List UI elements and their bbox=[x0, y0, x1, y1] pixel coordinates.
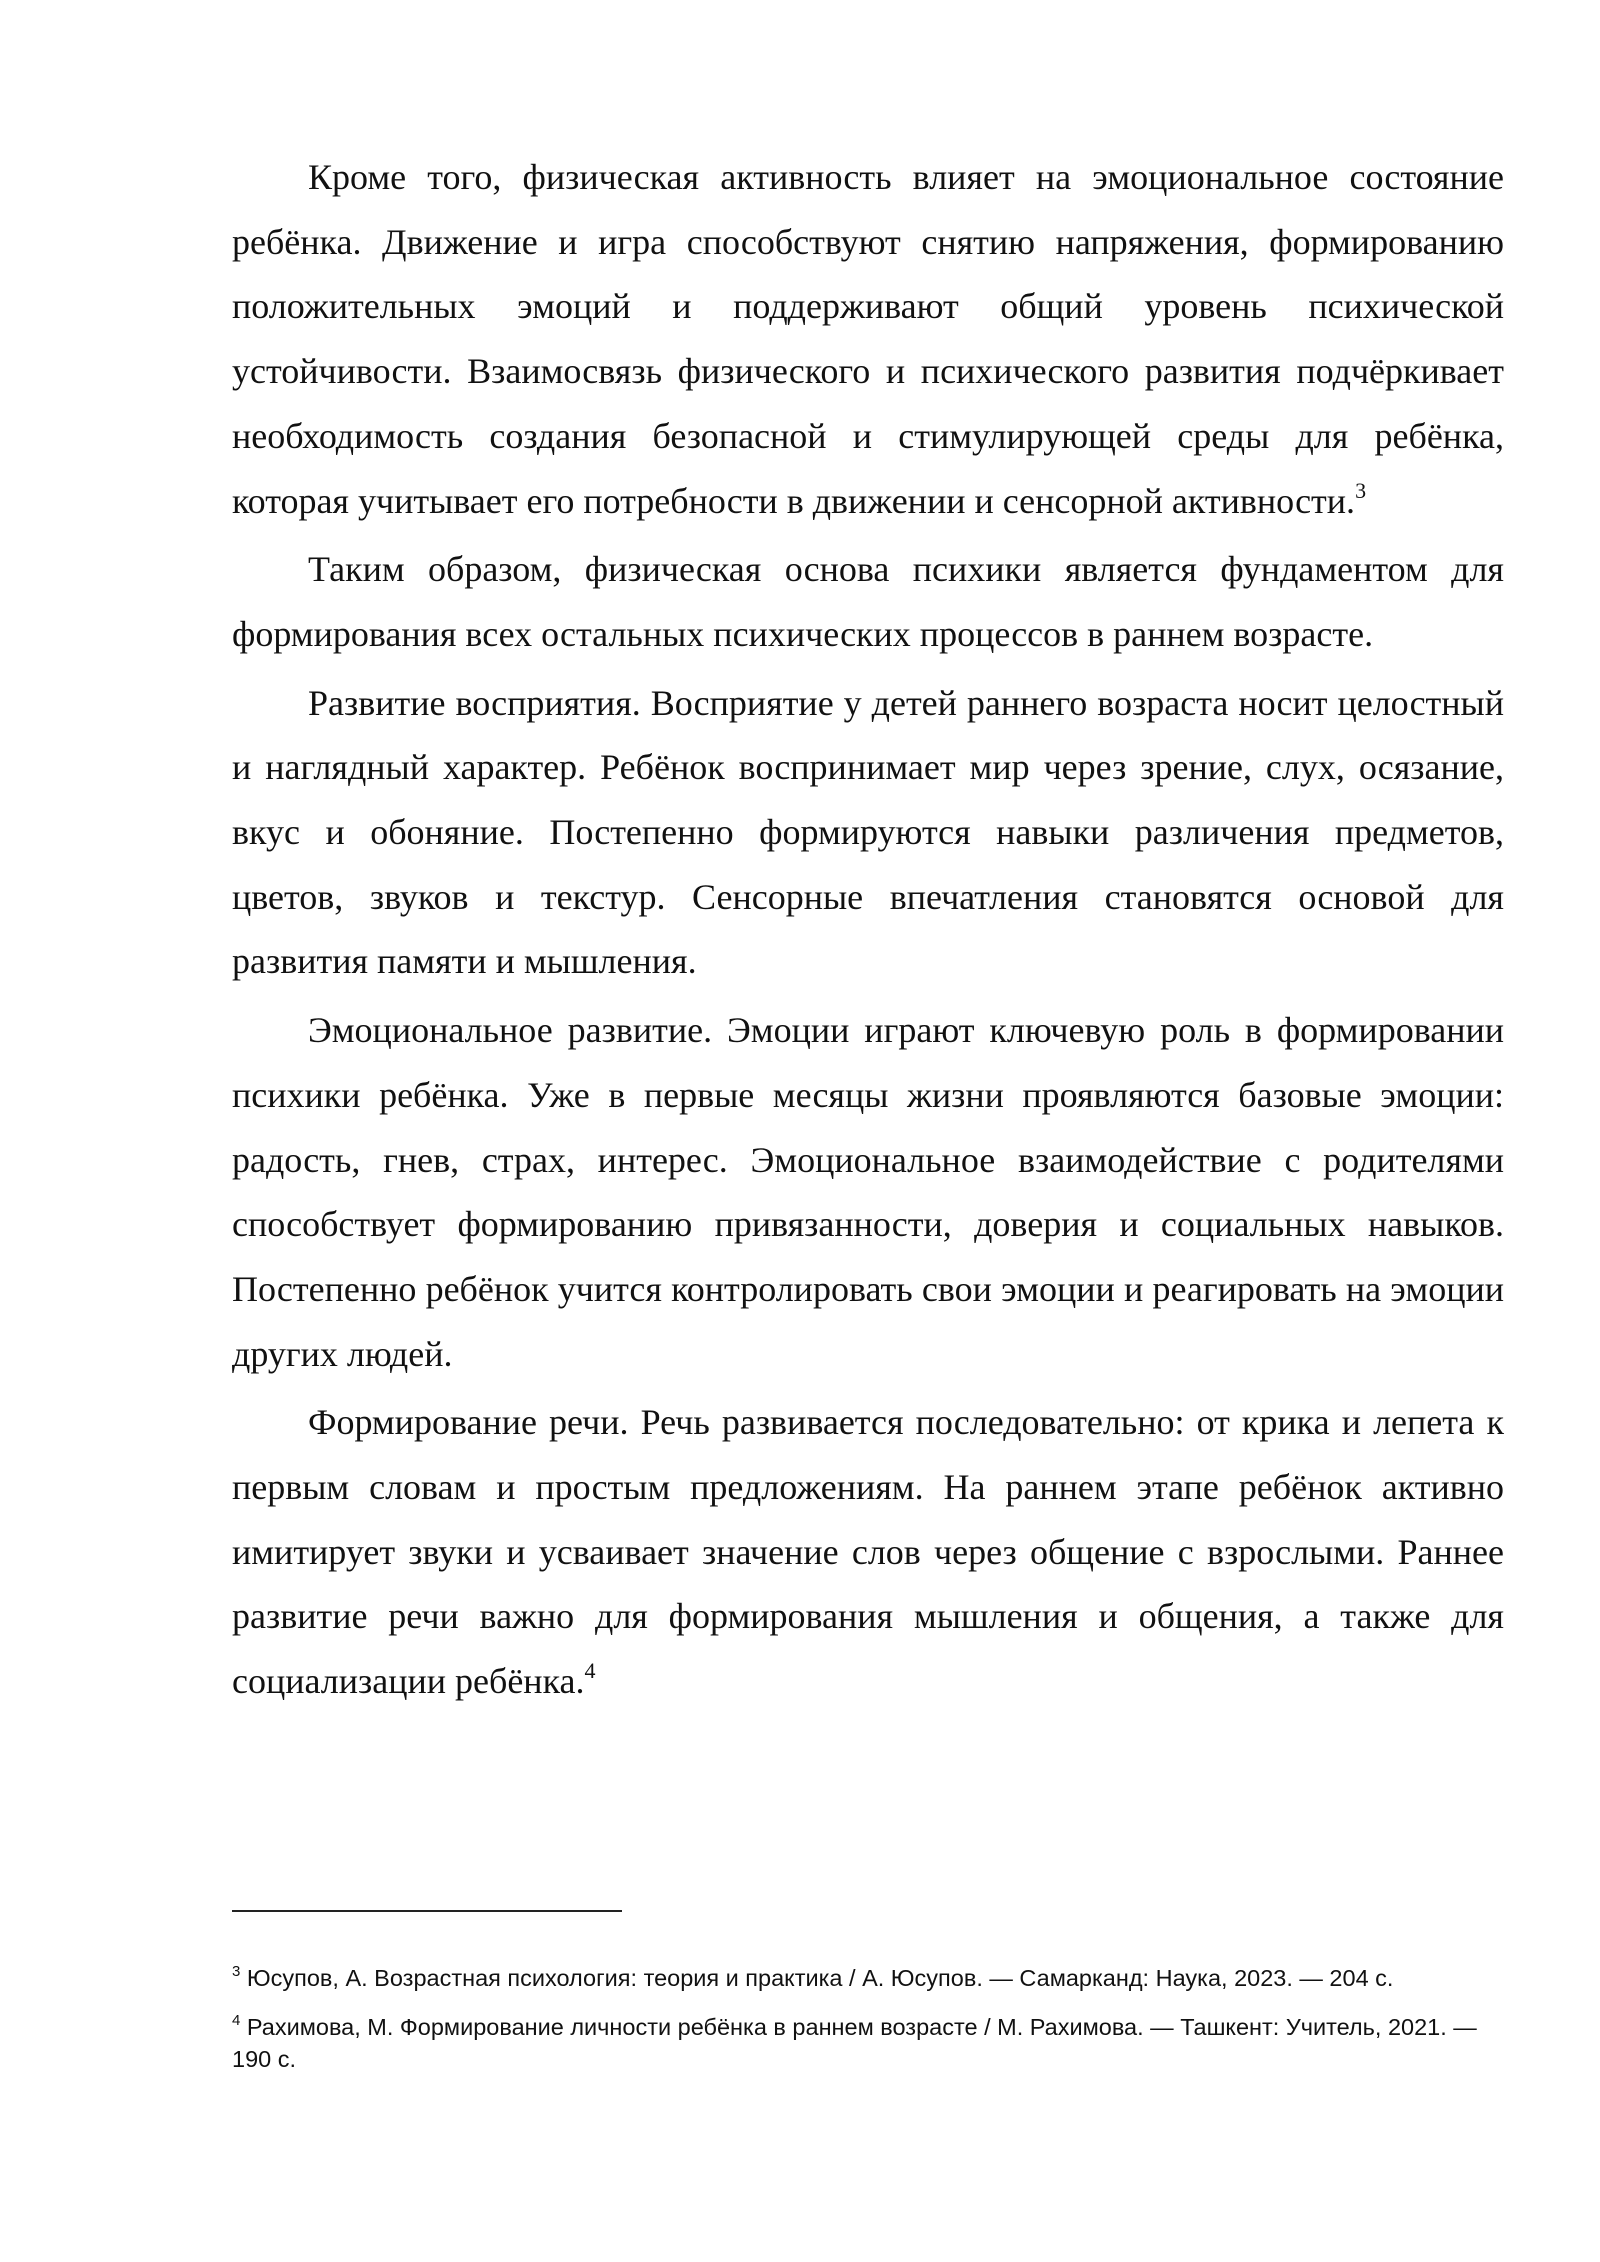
footnote-separator bbox=[232, 1910, 622, 1912]
footnote-4 bbox=[232, 2011, 1504, 2075]
paragraph-text: Кроме того, физическая активность влияет на эмоциональное состояние ребёнка. Движение и игра способствуют снятию напряжения, формированию положительных эмоций и поддерживают общий уровень психической устойчивости. Взаимосвязь физического и психического развития подчёркивает необходимость создания безопасной и стимулирующей среды для ребёнка, которая учитывает его потребности в движении и сенсорной активности. bbox=[232, 157, 1504, 521]
footnote-text: Рахимова, М. Формирование личности ребёнка в раннем возрасте / М. Рахимова. — Ташкент: Учитель, 2021. — 190 с. bbox=[232, 2014, 1477, 2072]
footnote-reference[interactable]: 3 bbox=[1355, 477, 1367, 503]
paragraph-physical-activity bbox=[232, 145, 1504, 533]
paragraph-perception bbox=[232, 671, 1504, 995]
footnote-number: 4 bbox=[232, 2012, 241, 2029]
footnotes bbox=[232, 1962, 1504, 2092]
paragraph-text: Развитие восприятия. Восприятие у детей раннего возраста носит целостный и наглядный характер. Ребёнок воспринимает мир через зрение, слух, осязание, вкус и обоняние. Постепенно формируются навыки различения предметов, цветов, звуков и текстур. Сенсорные впечатления становятся основой для развития памяти и мышления. bbox=[232, 682, 1504, 982]
paragraph-text: Эмоциональное развитие. Эмоции играют ключевую роль в формировании психики ребёнка. Уже в первые месяцы жизни проявляются базовые эмоции: радость, гнев, страх, интерес. Эмоциональное взаимодействие с родителями способствует формированию привязанности, доверия и социальных навыков. Постепенно ребёнок учится контролировать свои эмоции и реагировать на эмоции других людей. bbox=[232, 1010, 1504, 1374]
footnote-3 bbox=[232, 1962, 1504, 1994]
paragraph-emotional-development bbox=[232, 998, 1504, 1386]
footnote-number: 3 bbox=[232, 1963, 241, 1980]
footnote-reference[interactable]: 4 bbox=[584, 1658, 596, 1684]
paragraph-text: Таким образом, физическая основа психики является фундаментом для формирования всех остальных психических процессов в раннем возрасте. bbox=[232, 549, 1504, 654]
footnote-text: Юсупов, А. Возрастная психология: теория и практика / А. Юсупов. — Самарканд: Наука, 2023. — 204 с. bbox=[246, 1965, 1394, 1991]
paragraph-speech-formation bbox=[232, 1390, 1504, 1714]
paragraph-physical-basis bbox=[232, 537, 1504, 666]
body-text bbox=[232, 145, 1504, 1718]
paragraph-text: Формирование речи. Речь развивается последовательно: от крика и лепета к первым словам и простым предложениям. На раннем этапе ребёнок активно имитирует звуки и усваивает значение слов через общение с взрослыми. Раннее развитие речи важно для формирования мышления и общения, а также для социализации ребёнка. bbox=[232, 1402, 1504, 1702]
